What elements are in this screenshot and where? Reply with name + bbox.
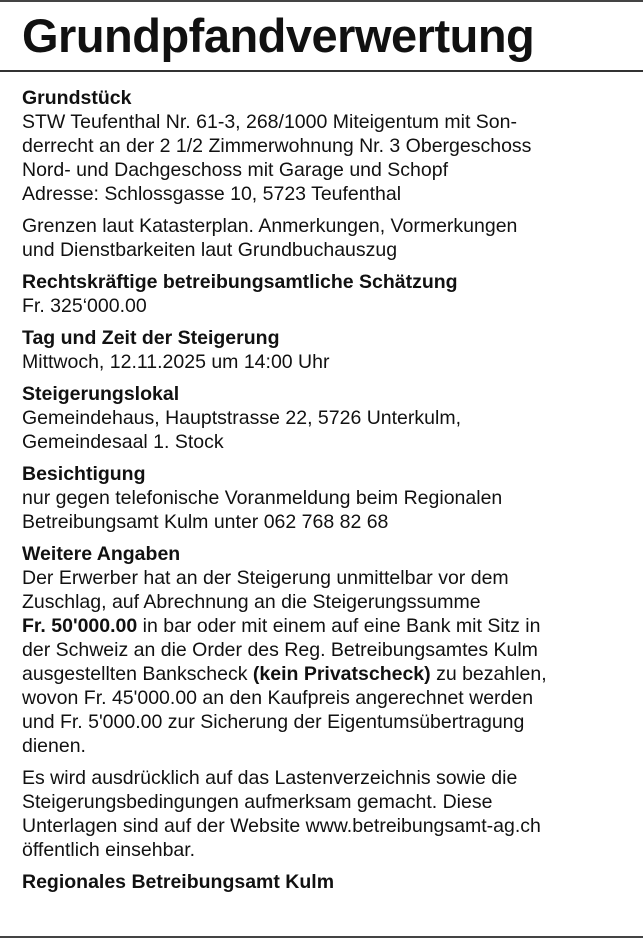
besichtigung-heading: Besichtigung bbox=[22, 462, 146, 485]
schaetzung-heading: Rechtskräftige betreibungsamtliche Schätzung bbox=[22, 270, 458, 293]
notice-line: öffentlich einsehbar. bbox=[22, 838, 196, 861]
weitere-line: wovon Fr. 45'000.00 an den Kaufpreis angerechnet werden bbox=[22, 686, 534, 709]
section-signature bbox=[22, 870, 631, 894]
besichtigung-line: nur gegen telefonische Voranmeldung beim Regionalen bbox=[22, 486, 503, 509]
notice-line-website: Unterlagen sind auf der Website www.betreibungsamt-ag.ch bbox=[22, 814, 541, 837]
notice-line: Es wird ausdrücklich auf das Lastenverzeichnis sowie die bbox=[22, 766, 518, 789]
lokal-line: Gemeindehaus, Hauptstrasse 22, 5726 Unterkulm, bbox=[22, 406, 461, 429]
weitere-line bbox=[22, 662, 631, 686]
lokal-heading: Steigerungslokal bbox=[22, 382, 180, 405]
office-signature: Regionales Betreibungsamt Kulm bbox=[22, 870, 335, 893]
no-private-cheque-note: (kein Privatscheck) bbox=[252, 662, 431, 685]
grundstueck-remarks bbox=[22, 214, 631, 262]
weitere-line: der Schweiz an die Order des Reg. Betreibungsamtes Kulm bbox=[22, 638, 538, 661]
weitere-line: dienen. bbox=[22, 734, 86, 757]
grundstueck-line: Nord- und Dachgeschoss mit Garage und Schopf bbox=[22, 158, 448, 181]
announcement-body bbox=[22, 72, 631, 894]
weitere-text: in bar oder mit einem auf eine Bank mit Sitz in bbox=[137, 614, 541, 637]
section-termin bbox=[22, 326, 631, 374]
weitere-text: ausgestellten Bankscheck bbox=[22, 662, 253, 685]
section-grundstueck bbox=[22, 86, 631, 262]
weitere-heading: Weitere Angaben bbox=[22, 542, 181, 565]
remarks-line: Grenzen laut Katasterplan. Anmerkungen, Vormerkungen bbox=[22, 214, 518, 237]
besichtigung-line: Betreibungsamt Kulm unter 062 768 82 68 bbox=[22, 510, 389, 533]
termin-value: Mittwoch, 12.11.2025 um 14:00 Uhr bbox=[22, 350, 330, 373]
weitere-line: und Fr. 5'000.00 zur Sicherung der Eigentumsübertragung bbox=[22, 710, 525, 733]
grundstueck-heading: Grundstück bbox=[22, 86, 132, 109]
termin-heading: Tag und Zeit der Steigerung bbox=[22, 326, 280, 349]
page-title: Grundpfandverwertung bbox=[22, 9, 535, 62]
grundstueck-line: STW Teufenthal Nr. 61-3, 268/1000 Miteigentum mit Son- bbox=[22, 110, 517, 133]
weitere-line: Der Erwerber hat an der Steigerung unmittelbar vor dem bbox=[22, 566, 509, 589]
section-lokal bbox=[22, 382, 631, 454]
section-schaetzung bbox=[22, 270, 631, 318]
remarks-line: und Dienstbarkeiten laut Grundbuchauszug bbox=[22, 238, 398, 261]
weitere-notice bbox=[22, 766, 631, 862]
weitere-line: Zuschlag, auf Abrechnung an die Steigerungssumme bbox=[22, 590, 481, 613]
weitere-text: zu bezahlen, bbox=[430, 662, 547, 685]
grundstueck-address: Adresse: Schlossgasse 10, 5723 Teufenthal bbox=[22, 182, 402, 205]
notice-line: Steigerungsbedingungen aufmerksam gemacht. Diese bbox=[22, 790, 493, 813]
top-border bbox=[0, 0, 643, 2]
schaetzung-value: Fr. 325‘000.00 bbox=[22, 294, 147, 317]
weitere-line bbox=[22, 614, 631, 638]
section-besichtigung bbox=[22, 462, 631, 534]
lokal-line: Gemeindesaal 1. Stock bbox=[22, 430, 224, 453]
deposit-amount: Fr. 50'000.00 bbox=[22, 614, 138, 637]
section-weitere bbox=[22, 542, 631, 862]
grundstueck-line: derrecht an der 2 1/2 Zimmerwohnung Nr. 3 Obergeschoss bbox=[22, 134, 532, 157]
